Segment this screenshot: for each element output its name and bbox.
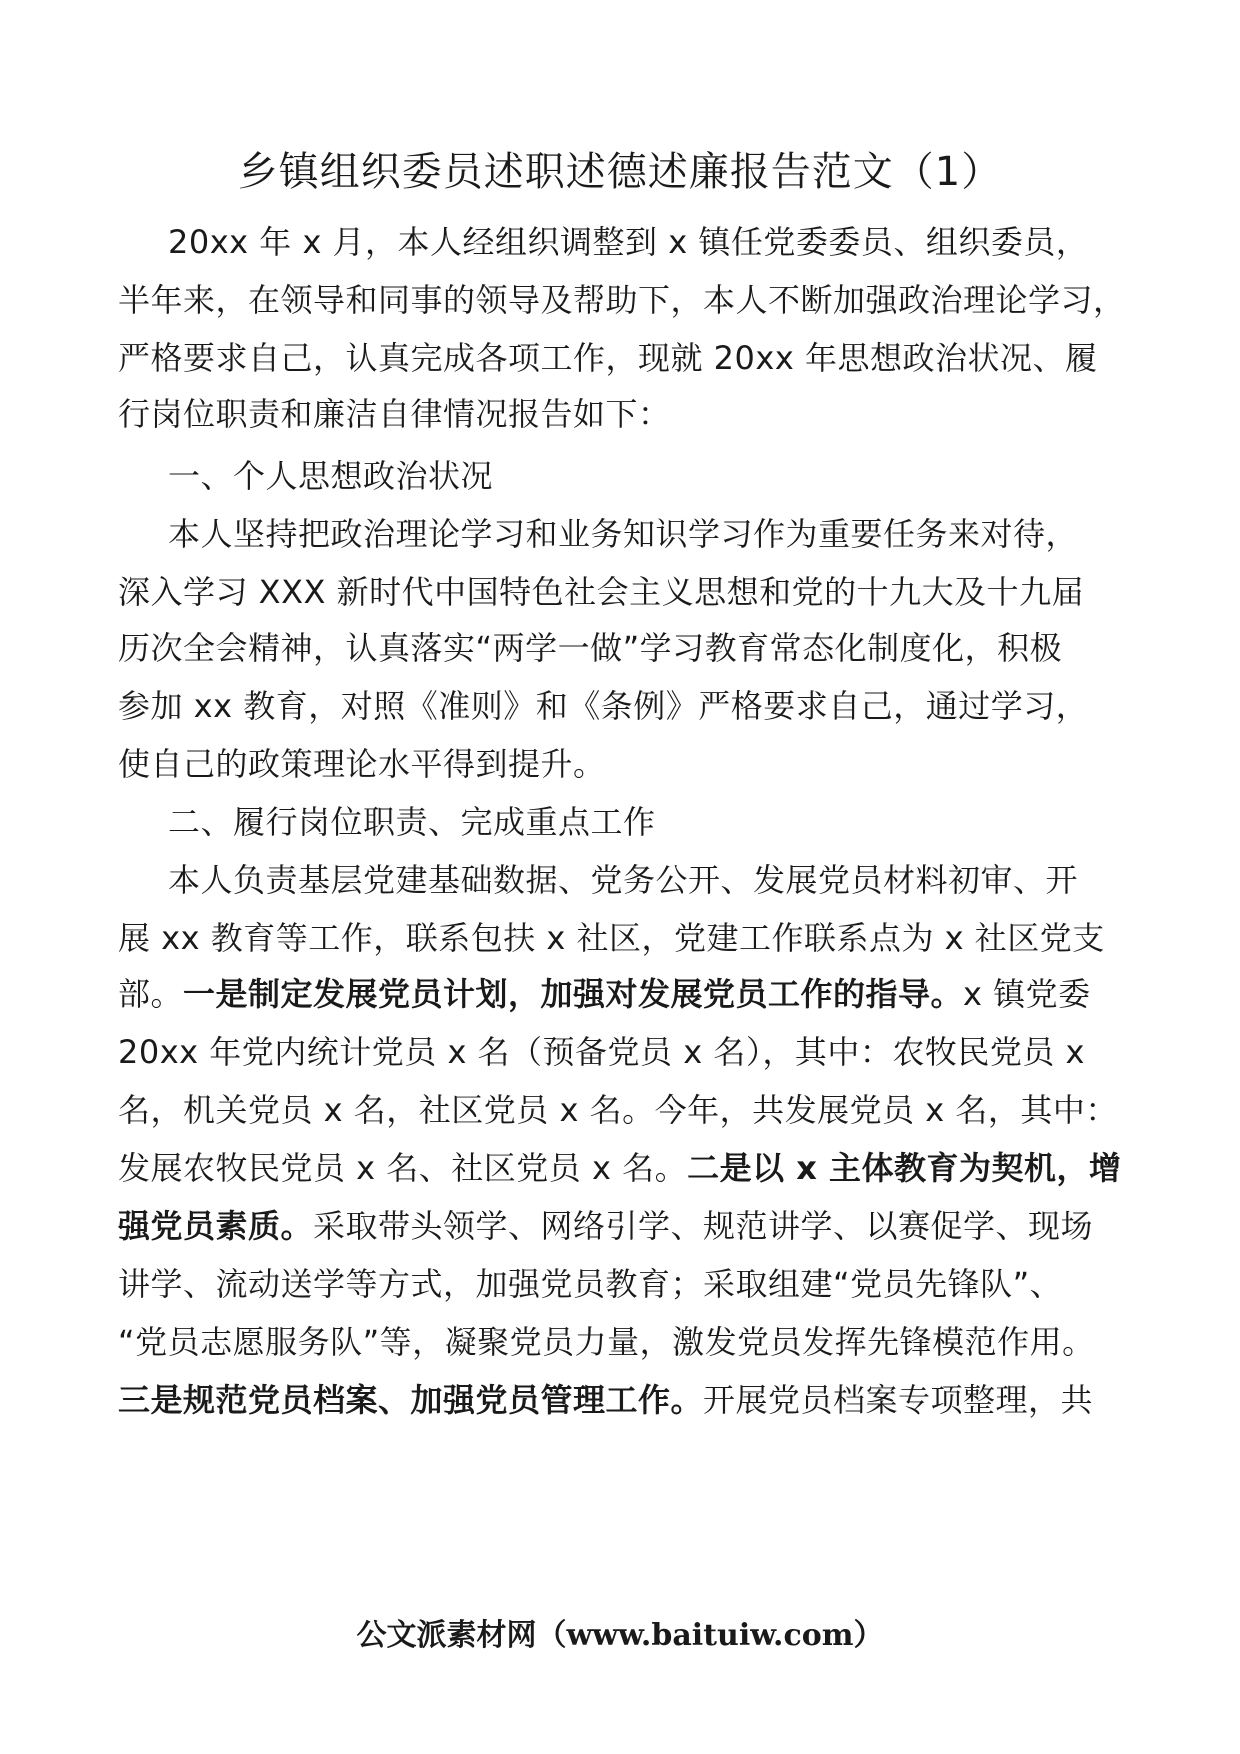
- body-text-line: [118, 392, 671, 436]
- text-segment: 严格要求自己，认真完成各项工作，现就 20xx 年思想政治状况、履: [118, 339, 1098, 377]
- body-text-line: [118, 1262, 1062, 1306]
- text-segment: 展 xx 教育等工作，联系包扶 x 社区，党建工作联系点为 x 社区党支: [118, 919, 1105, 957]
- text-segment: 20xx 年党内统计党员 x 名（预备党员 x 名），其中：农牧民党员 x: [118, 1033, 1085, 1071]
- bold-text-segment: 二是以 x 主体教育为契机，增: [687, 1149, 1122, 1187]
- text-segment: 半年来，在领导和同事的领导及帮助下，本人不断加强政治理论学习，: [118, 281, 1126, 319]
- body-text-line: [118, 1030, 1085, 1074]
- bold-text-segment: 一是制定发展党员计划，加强对发展党员工作的指导。: [183, 975, 964, 1013]
- text-segment: 参加 xx 教育，对照《准则》和《条例》严格要求自己，通过学习，: [118, 687, 1089, 725]
- text-segment: “党员志愿服务队”等，凝聚党员力量，激发党员发挥先锋模范作用。: [118, 1323, 1095, 1361]
- text-segment: x 镇党委: [963, 975, 1091, 1013]
- body-text-line: [118, 626, 1062, 670]
- body-text-line: [118, 1378, 1093, 1422]
- body-text-line: [118, 1146, 1122, 1190]
- text-segment: 一、个人思想政治状况: [168, 457, 494, 495]
- text-segment: 深入学习 XXX 新时代中国特色社会主义思想和党的十九大及十九届: [118, 573, 1085, 611]
- body-text-line: [118, 972, 1091, 1016]
- text-segment: 部。: [118, 975, 184, 1013]
- body-text-line: [168, 454, 493, 498]
- text-segment: 行岗位职责和廉洁自律情况报告如下：: [118, 395, 671, 433]
- text-segment: 本人坚持把政治理论学习和业务知识学习作为重要任务来对待，: [168, 515, 1079, 553]
- body-text-line: [168, 800, 656, 844]
- body-text-line: [118, 336, 1097, 380]
- text-segment: 20xx 年 x 月，本人经组织调整到 x 镇任党委委员、组织委员，: [168, 223, 1089, 261]
- text-segment: 发展农牧民党员 x 名、社区党员 x 名。: [118, 1149, 688, 1187]
- document-title: 乡镇组织委员述职述德述廉报告范文（1）: [237, 149, 1003, 195]
- text-segment: 本人负责基层党建基础数据、党务公开、发展党员材料初审、开: [168, 861, 1079, 899]
- body-text-line: [168, 220, 1088, 264]
- footer-source: 公文派素材网（www.baituiw.com）: [356, 1618, 884, 1653]
- body-text-line: [118, 1320, 1095, 1364]
- text-segment: 二、履行岗位职责、完成重点工作: [168, 803, 656, 841]
- body-text-line: [168, 512, 1078, 556]
- text-segment: 历次全会精神，认真落实“两学一做”学习教育常态化制度化，积极: [118, 629, 1063, 667]
- text-segment: 开展党员档案专项整理，共: [703, 1381, 1094, 1419]
- text-segment: 采取带头领学、网络引学、规范讲学、以赛促学、现场: [313, 1207, 1094, 1245]
- bold-text-segment: 三是规范党员档案、加强党员管理工作。: [118, 1381, 704, 1419]
- body-text-line: [118, 1088, 1118, 1132]
- text-segment: 名，机关党员 x 名，社区党员 x 名。今年，共发展党员 x 名，其中：: [118, 1091, 1118, 1129]
- body-text-line: [118, 742, 606, 786]
- body-text-line: [118, 916, 1105, 960]
- body-text-line: [118, 1204, 1093, 1248]
- body-text-line: [168, 858, 1078, 902]
- bold-text-segment: 强党员素质。: [118, 1207, 314, 1245]
- text-segment: 使自己的政策理论水平得到提升。: [118, 745, 606, 783]
- body-text-line: [118, 684, 1088, 728]
- body-text-line: [118, 570, 1084, 614]
- text-segment: 讲学、流动送学等方式，加强党员教育；采取组建“党员先锋队”、: [118, 1265, 1063, 1303]
- body-text-line: [118, 278, 1126, 322]
